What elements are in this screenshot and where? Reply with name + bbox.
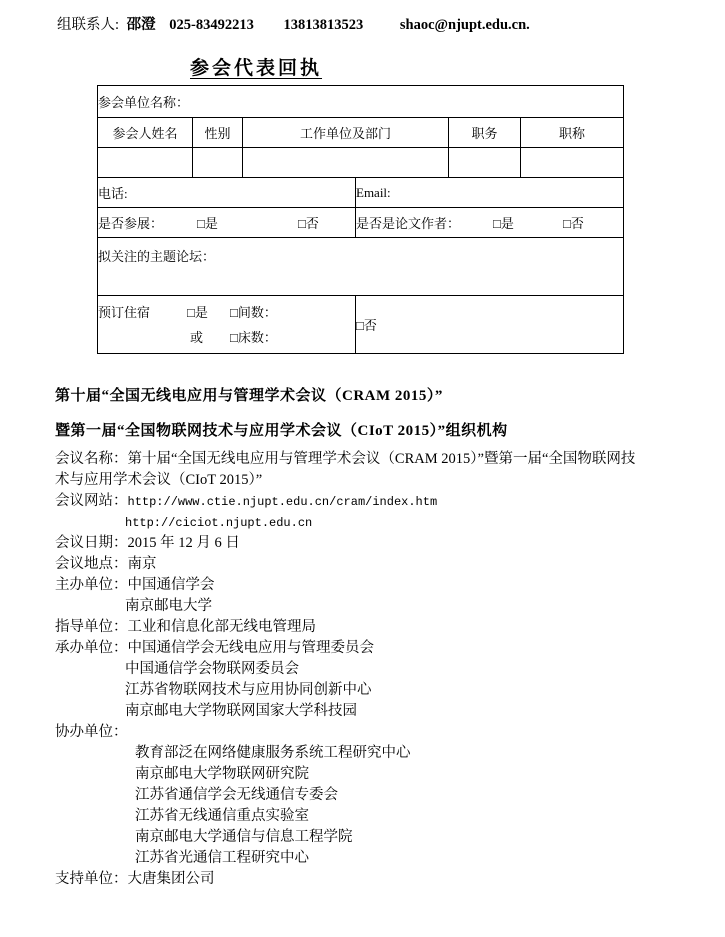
info-text: 南京邮电大学通信与信息工程学院 — [135, 829, 353, 845]
conference-info — [55, 449, 720, 890]
info-line — [55, 785, 720, 806]
info-line — [55, 575, 720, 596]
info-line — [55, 659, 720, 680]
lodging-line-1 — [98, 300, 355, 325]
exhibit-cell — [98, 208, 356, 238]
info-text: 支持单位：大唐集团公司 — [55, 871, 215, 887]
reply-form-title: 参会代表回执 — [190, 58, 323, 79]
info-text: 协办单位： — [55, 724, 128, 740]
lodging-cell — [98, 296, 356, 354]
lodging-checkbox-rooms: □间数： — [230, 304, 277, 320]
exhibit-checkbox-no: □否 — [298, 216, 319, 231]
header-work-unit: 工作单位及部门 — [243, 118, 449, 148]
header-gender: 性别 — [193, 118, 243, 148]
lodging-checkbox-yes: □是 — [187, 304, 208, 320]
author-checkbox-yes: □是 — [493, 216, 514, 231]
header-attendee-name: 参会人姓名 — [98, 118, 193, 148]
info-text: 承办单位：中国通信学会无线电应用与管理委员会 — [55, 640, 374, 656]
info-line — [55, 680, 720, 701]
org-heading-ciot: 暨第一届“全国物联网技术与应用学术会议（CIoT 2015）”组织机构 — [55, 423, 508, 439]
lodging-or-label: 或 — [190, 329, 204, 345]
info-text: 南京邮电大学物联网研究院 — [135, 766, 309, 782]
email-cell: Email: — [356, 178, 624, 208]
info-text: 南京邮电大学 — [125, 598, 212, 614]
info-line — [55, 722, 720, 743]
phone-cell: 电话: — [98, 178, 356, 208]
info-text: 江苏省通信学会无线通信专委会 — [135, 787, 338, 803]
info-line — [55, 470, 720, 491]
reply-form-table — [97, 85, 624, 354]
info-text: 主办单位：中国通信学会 — [55, 577, 215, 593]
info-text: 会议日期：2015 年 12 月 6 日 — [55, 535, 240, 551]
author-label: 是否是论文作者： — [356, 216, 461, 231]
forum-cell: 拟关注的主题论坛： — [98, 238, 624, 296]
info-text: 江苏省物联网技术与应用协同创新中心 — [125, 682, 372, 698]
info-url: http://www.ctie.njupt.edu.cn/cram/index.htm — [127, 495, 438, 509]
info-text: 指导单位：工业和信息化部无线电管理局 — [55, 619, 316, 635]
info-text: 术与应用学术会议（CIoT 2015）” — [55, 472, 263, 488]
header-title: 职称 — [521, 118, 624, 148]
lodging-label: 预订住宿 — [98, 304, 151, 320]
lodging-checkbox-beds: □床数： — [230, 329, 277, 345]
lodging-no-cell: □否 — [356, 296, 624, 354]
info-text: 中国通信学会物联网委员会 — [125, 661, 299, 677]
empty-cell — [193, 148, 243, 178]
info-line — [55, 806, 720, 827]
info-text: 教育部泛在网络健康服务系统工程研究中心 — [135, 745, 411, 761]
contact-label: 组联系人: — [57, 17, 120, 33]
lodging-line-2 — [98, 325, 355, 350]
info-line — [55, 743, 720, 764]
contact-email: shaoc@njupt.edu.cn. — [399, 17, 530, 33]
info-text: 会议名称：第十届“全国无线电应用与管理学术会议（CRAM 2015）”暨第一届“全国物联网技 — [55, 451, 636, 467]
info-line — [55, 869, 720, 890]
info-line — [55, 617, 720, 638]
info-line — [55, 827, 720, 848]
org-heading-cram: 第十届“全国无线电应用与管理学术会议（CRAM 2015）” — [55, 388, 443, 404]
exhibit-label: 是否参展： — [98, 216, 164, 231]
author-cell — [356, 208, 624, 238]
info-text: 会议网站： — [55, 493, 128, 509]
info-text: 江苏省无线通信重点实验室 — [135, 808, 309, 824]
header-position: 职务 — [449, 118, 521, 148]
info-url: http://ciciot.njupt.edu.cn — [125, 516, 313, 530]
info-line — [55, 533, 720, 554]
unit-name-cell: 参会单位名称： — [98, 86, 624, 118]
contact-name: 邵澄 — [126, 17, 156, 33]
contact-phone-mobile: 13813813523 — [283, 17, 364, 33]
author-checkbox-no: □否 — [563, 216, 584, 231]
info-line — [55, 638, 720, 659]
contact-phone-office: 025-83492213 — [169, 17, 254, 33]
info-line — [55, 701, 720, 722]
empty-cell — [521, 148, 624, 178]
empty-cell — [98, 148, 193, 178]
info-line — [55, 848, 720, 869]
info-line — [55, 596, 720, 617]
info-line — [55, 512, 720, 533]
info-text: 江苏省光通信工程研究中心 — [135, 850, 309, 866]
empty-cell — [449, 148, 521, 178]
info-line — [55, 449, 720, 470]
contact-line — [57, 13, 530, 34]
info-line — [55, 764, 720, 785]
info-text: 会议地点：南京 — [55, 556, 157, 572]
exhibit-checkbox-yes: □是 — [197, 216, 218, 231]
info-line — [55, 491, 720, 512]
info-text: 南京邮电大学物联网国家大学科技园 — [125, 703, 357, 719]
empty-cell — [243, 148, 449, 178]
info-line — [55, 554, 720, 575]
